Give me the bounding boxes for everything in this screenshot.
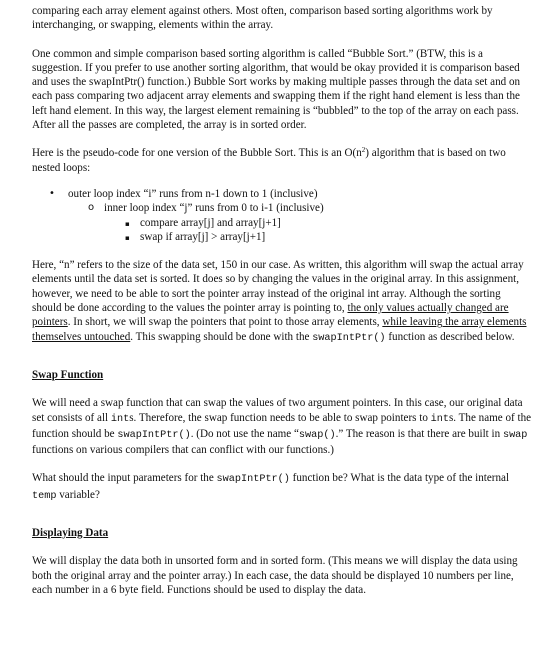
pointer-text-underlined-2: while leaving the array elements themselves untouched: [32, 316, 527, 343]
code-swapintptr: swapIntPtr(): [216, 474, 290, 486]
pointer-text-a: Here, “n” refers to the size of the data set, 150 in our case. As written, this algorithm will swap the actual array elements until the data set is sorted. It does so by changing the values in the original array. In this assignment, however, we need to be able to sort the pointer array instead of the original int array. Although the sorting should be done according to the values the pointer array is pointing to,: [32, 259, 524, 315]
question-text-a: What should the input parameters for the: [32, 472, 217, 485]
code-swap-word: swap: [502, 429, 528, 441]
pseudo-code-intro-paragraph: [32, 146, 532, 175]
swap-question-paragraph: [32, 471, 532, 504]
swap-text-f: functions on various compilers that can conflict with our functions.): [32, 444, 334, 457]
displaying-data-heading: Displaying Data: [32, 527, 109, 540]
circle-bullet-icon: o: [88, 202, 95, 214]
square-bullet-icon: ▪: [125, 233, 130, 242]
swap-function-heading: Swap Function: [32, 368, 104, 381]
code-swapintptr: swapIntPtr(): [312, 332, 386, 344]
swap-text-d: . (Do not use the name “: [190, 427, 299, 440]
code-int: int: [110, 413, 130, 425]
code-temp: temp: [32, 490, 57, 502]
pointer-text-c: . This swapping should be done with the: [130, 330, 313, 343]
question-text-b: function be? What is the data type of the internal: [289, 472, 510, 485]
code-int: int: [430, 413, 449, 425]
pointer-text-underlined-1: the only values actually changed are pointers: [32, 302, 509, 329]
compare-text: compare array[j] and array[j+1]: [140, 216, 281, 229]
intro-paragraph: [32, 4, 532, 33]
swap-text: swap if array[j] > array[j+1]: [140, 230, 266, 243]
swap-text-c: s. The name of the function should be: [32, 411, 532, 440]
pointer-explanation-paragraph: [32, 258, 532, 346]
code-swap: swap(): [298, 429, 336, 441]
bullet-icon: •: [49, 187, 55, 199]
pointer-text-d: function as described below.: [385, 330, 515, 343]
swap-function-paragraph: [32, 396, 532, 457]
list-item-outer-loop: [32, 187, 532, 201]
list-item-swap: [32, 230, 532, 244]
exponent: 2: [361, 146, 366, 155]
code-swapintptr: swapIntPtr(): [117, 429, 191, 441]
document-page: [32, 4, 532, 597]
pseudo-code-list: [32, 187, 532, 244]
swap-text-e: .” The reason is that there are built in: [335, 427, 503, 440]
bubble-sort-paragraph: [32, 47, 532, 133]
square-bullet-icon: ▪: [125, 219, 130, 228]
pseudo-code-intro-text-end: ) algorithm that is based on two nested loops:: [32, 147, 506, 174]
displaying-data-paragraph: [32, 554, 532, 597]
swap-text-a: We will need a swap function that can swap the values of two argument pointers. In this case, our original data set consists of all: [32, 397, 523, 424]
inner-loop-text: inner loop index “j” runs from 0 to i-1 (inclusive): [104, 202, 324, 215]
intro-text: comparing each array element against others. Most often, comparison based sorting algorithms work by interchanging, or swapping, elements within the array.: [32, 5, 493, 32]
outer-loop-text: outer loop index “i” runs from n-1 down to 1 (inclusive): [68, 187, 318, 200]
displaying-data-text: We will display the data both in unsorted form and in sorted form. (This means we will display the data using both the original array and the pointer array.) In each case, the data should be displayed 10 numbers per line, each number in a 6 byte field. Functions should be used to display the data.: [32, 555, 518, 596]
pseudo-code-intro-text: Here is the pseudo-code for one version of the Bubble Sort. This is an O(n: [32, 147, 362, 160]
list-item-compare: [32, 216, 532, 230]
swap-text-b: s. Therefore, the swap function needs to be able to swap pointers to: [129, 411, 431, 424]
pointer-text-b: . In short, we will swap the pointers that point to those array elements,: [67, 316, 383, 329]
question-text-c: variable?: [56, 488, 100, 501]
list-item-inner-loop: [32, 201, 532, 215]
bubble-sort-text: One common and simple comparison based sorting algorithm is called “Bubble Sort.” (BTW, this is a suggestion. If you prefer to use another sorting algorithm, that would be okay provided it is comparison based and uses the swapIntPtr() function.) Bubble Sort works by making multiple passes through the data set and on each pass comparing two adjacent array elements and swapping them if the right hand element is less than the left hand element. In this way, the largest element remaining is “bubbled” to the top of the array on each pass. After all the passes are completed, the array is in sorted order.: [32, 47, 521, 132]
